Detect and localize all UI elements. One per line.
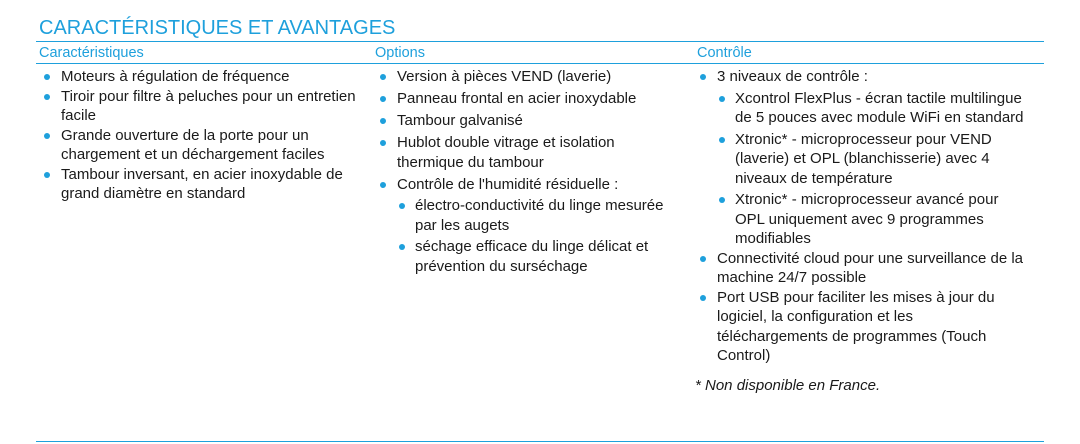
bullet-icon	[44, 133, 50, 139]
bullet-icon	[700, 256, 706, 262]
list-item: Tambour galvanisé	[375, 111, 675, 131]
bullet-icon	[700, 295, 706, 301]
bottom-divider	[36, 441, 1044, 442]
list-item: Tiroir pour filtre à peluches pour un entretien facile	[39, 87, 359, 126]
list-item: Panneau frontal en acier inoxydable	[375, 89, 675, 109]
options-list	[375, 67, 675, 276]
column-header-controle: Contrôle	[697, 45, 752, 61]
sub-list-item: séchage efficace du linge délicat et prévention du surséchage	[397, 237, 675, 276]
controle-list	[695, 67, 1027, 366]
bullet-icon	[380, 182, 386, 188]
sub-list	[717, 89, 1027, 249]
caracteristiques-column	[39, 67, 359, 204]
bullet-icon	[44, 94, 50, 100]
list-item: Tambour inversant, en acier inoxydable de grand diamètre en standard	[39, 165, 359, 204]
list-item: Port USB pour faciliter les mises à jour du logiciel, la configuration et les téléchargements de programmes (Touch Control)	[695, 288, 1027, 366]
bullet-icon	[380, 96, 386, 102]
list-item: Version à pièces VEND (laverie)	[375, 67, 675, 87]
list-item: Contrôle de l'humidité résiduelle : électro-conductivité du linge mesurée par les augets séchage efficace du linge délicat et prévention du surséchage	[375, 175, 675, 277]
caracteristiques-list	[39, 67, 359, 204]
bullet-icon	[380, 118, 386, 124]
list-item: Moteurs à régulation de fréquence	[39, 67, 359, 87]
sub-list-item: Xcontrol FlexPlus - écran tactile multilingue de 5 pouces avec module WiFi en standard	[717, 89, 1027, 128]
sub-list	[397, 196, 675, 276]
controle-column	[695, 67, 1027, 395]
bullet-icon	[719, 197, 725, 203]
sub-list-item: électro-conductivité du linge mesurée par les augets	[397, 196, 675, 235]
list-item: Grande ouverture de la porte pour un chargement et un déchargement faciles	[39, 126, 359, 165]
bullet-icon	[719, 96, 725, 102]
sub-list-item: Xtronic* - microprocesseur pour VEND (laverie) et OPL (blanchisserie) avec 4 niveaux de température	[717, 130, 1027, 189]
footnote: * Non disponible en France.	[695, 376, 881, 394]
bullet-icon	[399, 203, 405, 209]
bullet-icon	[380, 140, 386, 146]
title-divider	[36, 41, 1044, 42]
list-item: 3 niveaux de contrôle : Xcontrol FlexPlus - écran tactile multilingue de 5 pouces avec module WiFi en standard Xtronic* - microprocesseur pour VEND (laverie) et OPL (blanchisserie) avec 4 niveaux de température Xtronic* - microprocesseur avancé pour OPL uniquement avec 9 programmes modifiables	[695, 67, 1027, 249]
column-header-caracteristiques: Caractéristiques	[39, 45, 144, 61]
list-item: Connectivité cloud pour une surveillance de la machine 24/7 possible	[695, 249, 1027, 288]
bullet-icon	[700, 74, 706, 80]
bullet-icon	[399, 244, 405, 250]
bullet-icon	[380, 74, 386, 80]
bullet-icon	[44, 74, 50, 80]
bullet-icon	[719, 137, 725, 143]
header-divider	[36, 63, 1044, 64]
options-column	[375, 67, 675, 279]
section-title: CARACTÉRISTIQUES ET AVANTAGES	[39, 17, 396, 39]
column-header-options: Options	[375, 45, 425, 61]
bullet-icon	[44, 172, 50, 178]
list-item: Hublot double vitrage et isolation thermique du tambour	[375, 133, 675, 172]
sub-list-item: Xtronic* - microprocesseur avancé pour OPL uniquement avec 9 programmes modifiables	[717, 190, 1027, 249]
